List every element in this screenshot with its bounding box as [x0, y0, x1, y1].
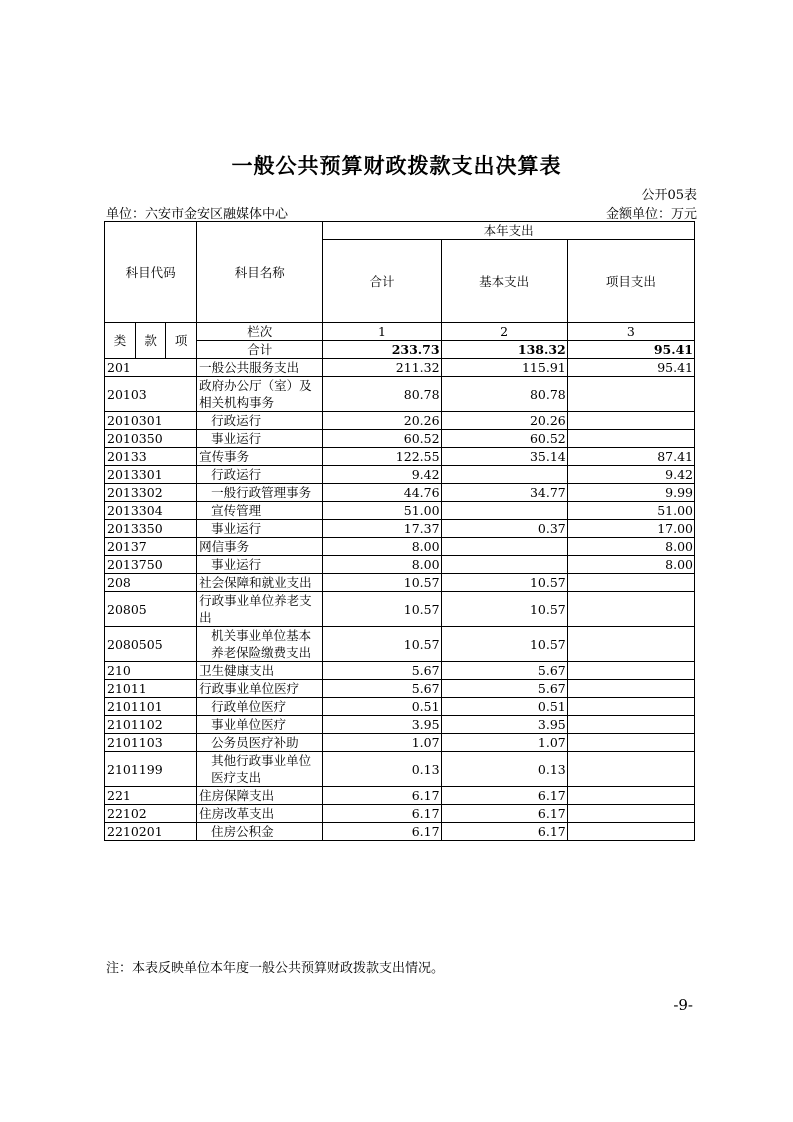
row-total: 9.42: [323, 466, 441, 484]
row-project: [567, 377, 694, 412]
table-row: [105, 662, 695, 680]
row-total: 51.00: [323, 502, 441, 520]
form-code: 公开05表: [641, 188, 697, 203]
row-basic: 6.17: [441, 823, 567, 841]
header-row-1: [105, 222, 695, 240]
row-total: 60.52: [323, 430, 441, 448]
header-col1: 1: [323, 323, 441, 341]
row-project: 9.42: [567, 466, 694, 484]
row-total: 6.17: [323, 823, 441, 841]
row-name: 公务员医疗补助: [197, 734, 323, 752]
row-total: 5.67: [323, 680, 441, 698]
row-name: 社会保障和就业支出: [197, 574, 323, 592]
row-basic: 0.51: [441, 698, 567, 716]
row-basic: [441, 502, 567, 520]
row-total: 211.32: [323, 359, 441, 377]
row-name: 事业运行: [197, 556, 323, 574]
row-project: 8.00: [567, 538, 694, 556]
row-total: 17.37: [323, 520, 441, 538]
row-name: 其他行政事业单位医疗支出: [197, 752, 323, 787]
row-basic: 20.26: [441, 412, 567, 430]
row-code: 221: [105, 787, 197, 805]
row-code: 22102: [105, 805, 197, 823]
row-total: 20.26: [323, 412, 441, 430]
row-code: 20137: [105, 538, 197, 556]
sum-label: 合计: [197, 341, 323, 359]
row-name: 行政运行: [197, 466, 323, 484]
table-row: [105, 823, 695, 841]
row-project: [567, 430, 694, 448]
row-name: 住房改革支出: [197, 805, 323, 823]
row-project: 87.41: [567, 448, 694, 466]
row-name: 事业运行: [197, 430, 323, 448]
table-row: [105, 680, 695, 698]
header-xiang: 项: [166, 323, 197, 359]
table-row: [105, 448, 695, 466]
table-row: [105, 430, 695, 448]
table-row: [105, 359, 695, 377]
row-code: 2080505: [105, 627, 197, 662]
header-lei: 类: [105, 323, 136, 359]
row-project: [567, 627, 694, 662]
row-total: 0.51: [323, 698, 441, 716]
row-project: 95.41: [567, 359, 694, 377]
row-name: 宣传事务: [197, 448, 323, 466]
row-project: [567, 698, 694, 716]
row-basic: 3.95: [441, 716, 567, 734]
row-name: 行政运行: [197, 412, 323, 430]
row-total: 8.00: [323, 538, 441, 556]
row-code: 208: [105, 574, 197, 592]
row-basic: 80.78: [441, 377, 567, 412]
row-name: 一般公共服务支出: [197, 359, 323, 377]
row-project: [567, 823, 694, 841]
header-col2: 2: [441, 323, 567, 341]
row-project: [567, 412, 694, 430]
row-basic: 0.13: [441, 752, 567, 787]
sum-basic: 138.32: [441, 341, 567, 359]
table-row: [105, 787, 695, 805]
row-code: 2101103: [105, 734, 197, 752]
row-code: 20103: [105, 377, 197, 412]
unit-label: 单位：六安市金安区融媒体中心: [106, 207, 289, 222]
row-code: 20805: [105, 592, 197, 627]
table-row: [105, 627, 695, 662]
row-project: [567, 752, 694, 787]
row-total: 6.17: [323, 787, 441, 805]
row-basic: 5.67: [441, 662, 567, 680]
row-name: 住房保障支出: [197, 787, 323, 805]
row-project: 9.99: [567, 484, 694, 502]
row-code: 2013750: [105, 556, 197, 574]
header-basic: 基本支出: [441, 240, 567, 323]
row-project: [567, 716, 694, 734]
row-basic: 10.57: [441, 574, 567, 592]
row-basic: 0.37: [441, 520, 567, 538]
row-name: 行政事业单位医疗: [197, 680, 323, 698]
row-project: [567, 574, 694, 592]
table-row: [105, 805, 695, 823]
row-total: 80.78: [323, 377, 441, 412]
row-project: 51.00: [567, 502, 694, 520]
table-row: [105, 592, 695, 627]
header-kuan: 款: [136, 323, 166, 359]
row-basic: 5.67: [441, 680, 567, 698]
row-project: [567, 805, 694, 823]
sum-total: 233.73: [323, 341, 441, 359]
row-name: 政府办公厅（室）及相关机构事务: [197, 377, 323, 412]
header-code: 科目代码: [105, 222, 197, 323]
row-total: 122.55: [323, 448, 441, 466]
row-project: [567, 734, 694, 752]
row-name: 事业单位医疗: [197, 716, 323, 734]
row-name: 一般行政管理事务: [197, 484, 323, 502]
row-basic: [441, 466, 567, 484]
header-total: 合计: [323, 240, 441, 323]
row-total: 8.00: [323, 556, 441, 574]
row-total: 0.13: [323, 752, 441, 787]
row-total: 44.76: [323, 484, 441, 502]
row-code: 2010350: [105, 430, 197, 448]
table-row: [105, 574, 695, 592]
row-basic: 10.57: [441, 627, 567, 662]
row-basic: 35.14: [441, 448, 567, 466]
table-row: [105, 698, 695, 716]
row-project: [567, 787, 694, 805]
row-basic: 34.77: [441, 484, 567, 502]
footnote: 注：本表反映单位本年度一般公共预算财政拨款支出情况。: [106, 961, 445, 976]
table-row: [105, 502, 695, 520]
row-code: 2101101: [105, 698, 197, 716]
table-row: [105, 520, 695, 538]
row-code: 2013304: [105, 502, 197, 520]
row-total: 6.17: [323, 805, 441, 823]
table-row: [105, 538, 695, 556]
row-code: 210: [105, 662, 197, 680]
row-name: 行政单位医疗: [197, 698, 323, 716]
row-project: 17.00: [567, 520, 694, 538]
row-code: 2101102: [105, 716, 197, 734]
table-row: [105, 752, 695, 787]
row-code: 2013301: [105, 466, 197, 484]
page-number: -9-: [673, 996, 693, 1014]
row-total: 3.95: [323, 716, 441, 734]
row-code: 20133: [105, 448, 197, 466]
sum-project: 95.41: [567, 341, 694, 359]
row-code: 2101199: [105, 752, 197, 787]
page-title: 一般公共预算财政拨款支出决算表: [231, 154, 562, 178]
row-code: 201: [105, 359, 197, 377]
row-code: 2013302: [105, 484, 197, 502]
row-project: [567, 662, 694, 680]
row-total: 10.57: [323, 574, 441, 592]
header-name: 科目名称: [197, 222, 323, 323]
row-code: 21011: [105, 680, 197, 698]
row-name: 事业运行: [197, 520, 323, 538]
header-year-exp: 本年支出: [323, 222, 695, 240]
row-project: [567, 592, 694, 627]
table-row: [105, 556, 695, 574]
row-basic: 60.52: [441, 430, 567, 448]
table-row: [105, 377, 695, 412]
row-project: [567, 680, 694, 698]
header-row-3: [105, 323, 695, 341]
row-code: 2013350: [105, 520, 197, 538]
table-row: [105, 412, 695, 430]
table-row: [105, 716, 695, 734]
expenditure-table: [104, 221, 695, 841]
row-name: 行政事业单位养老支出: [197, 592, 323, 627]
row-basic: [441, 538, 567, 556]
table-row: [105, 466, 695, 484]
row-project: 8.00: [567, 556, 694, 574]
row-name: 宣传管理: [197, 502, 323, 520]
row-basic: 1.07: [441, 734, 567, 752]
row-basic: 6.17: [441, 787, 567, 805]
row-name: 网信事务: [197, 538, 323, 556]
row-name: 住房公积金: [197, 823, 323, 841]
row-basic: [441, 556, 567, 574]
row-name: 卫生健康支出: [197, 662, 323, 680]
row-code: 2010301: [105, 412, 197, 430]
header-project: 项目支出: [567, 240, 694, 323]
row-code: 2210201: [105, 823, 197, 841]
row-total: 5.67: [323, 662, 441, 680]
row-basic: 6.17: [441, 805, 567, 823]
table-row: [105, 484, 695, 502]
header-lanci: 栏次: [197, 323, 323, 341]
row-basic: 115.91: [441, 359, 567, 377]
row-total: 10.57: [323, 627, 441, 662]
row-total: 10.57: [323, 592, 441, 627]
row-name: 机关事业单位基本养老保险缴费支出: [197, 627, 323, 662]
header-col3: 3: [567, 323, 694, 341]
table-row: [105, 734, 695, 752]
money-unit: 金额单位：万元: [605, 207, 697, 222]
row-basic: 10.57: [441, 592, 567, 627]
row-total: 1.07: [323, 734, 441, 752]
